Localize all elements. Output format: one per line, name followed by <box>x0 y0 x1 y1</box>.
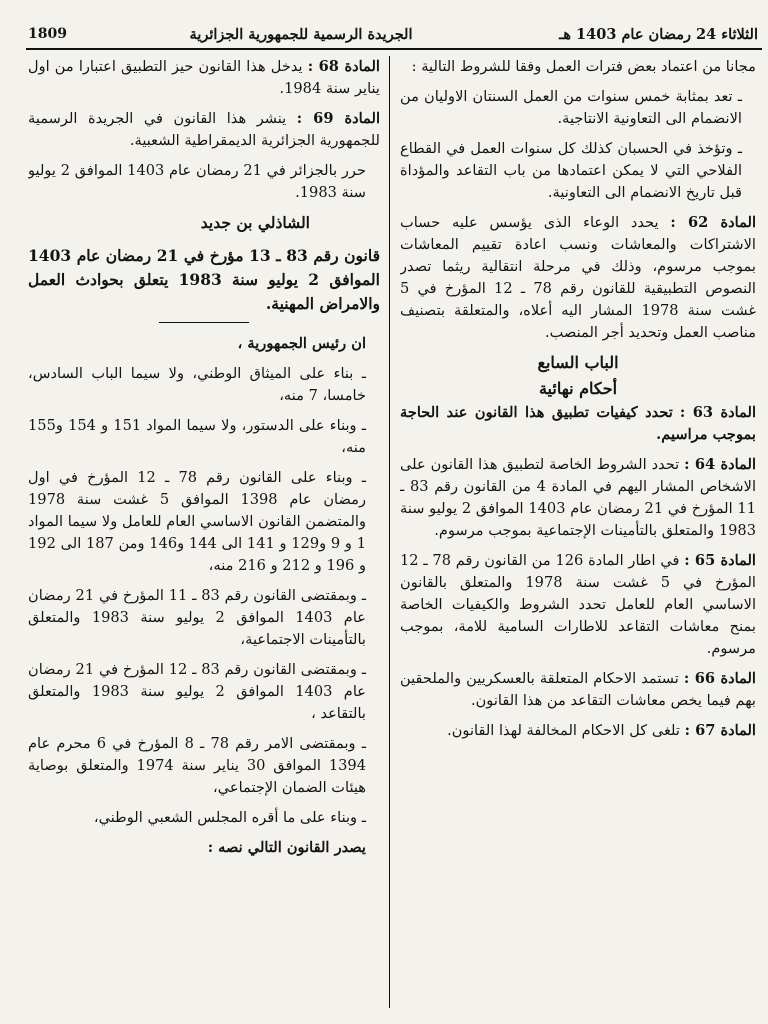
visa-item: ـ وبمقتضى القانون رقم 83 ـ 11 المؤرخ في 21 رمضان عام 1403 الموافق 2 يوليو سنة 1983 والمتعلق بالتأمينات الاجتماعية، <box>28 587 366 648</box>
article-label: المادة 63 : <box>679 404 756 421</box>
article-text: تحدد الشروط الخاصة لتطبيق هذا القانون على الاشخاص المشار اليهم في المادة 4 من القانون رقم 83 ـ 11 المؤرخ في 21 رمضان عام 1403 الموافق 2 يوليو سنة 1983 والمتعلق بالتأمينات الإجتماعية بموجب مرسوم. <box>400 456 756 539</box>
article-67 <box>400 720 756 742</box>
article-63 <box>400 402 756 446</box>
article-text: يدخل هذا القانون حيز التطبيق اعتبارا من اول يناير سنة 1984. <box>28 58 380 97</box>
article-text: في اطار المادة 126 من القانون رقم 78 ـ 12 المؤرخ في 5 غشت سنة 1978 والمتعلق بالقانون الاساسي العام للعامل تحدد الشروط والكيفيات الخاصة بمنح معاشات التقاعد للاطارات السامية للامة، بموجب مرسوم. <box>400 552 756 657</box>
article-label: المادة 69 : <box>296 110 380 127</box>
article-text: ينشر هذا القانون في الجريدة الرسمية للجمهورية الجزائرية الديمقراطية الشعبية. <box>28 110 380 149</box>
visa-item: ـ وبناء على ما أقره المجلس الشعبي الوطني، <box>93 809 366 826</box>
article-label: المادة 64 : <box>684 456 756 473</box>
article-69 <box>28 108 380 152</box>
visa-item: ـ وبمقتضى القانون رقم 83 ـ 12 المؤرخ في 21 رمضان عام 1403 الموافق 2 يوليو سنة 1983 والمتعلق بالتقاعد ، <box>28 661 366 722</box>
article-62 <box>400 212 756 344</box>
header-date: الثلاثاء 24 رمضان عام 1403 هـ <box>559 25 758 43</box>
left-column <box>28 56 380 1016</box>
chapter-subtitle: أحكام نهائية <box>538 379 618 398</box>
column-divider <box>389 56 390 1008</box>
visa-item: ـ وبناء على الدستور، ولا سيما المواد 151 و 154 و155 منه، <box>28 417 367 456</box>
article-text: تستمد الاحكام المتعلقة بالعسكريين والملحقين بهم فيما يخص معاشات التقاعد من هذا القانون. <box>400 670 756 709</box>
visa-item: ـ وبناء على القانون رقم 78 ـ 12 المؤرخ في اول رمضان عام 1398 الموافق 5 غشت سنة 1978 والمتضمن القانون الاساسي العام للعامل ولا سيما المواد 1 و 9 و129 و 141 الى 144 و146 ومن 187 الى 192 و 196 و 212 و 216 منه، <box>28 469 366 574</box>
visa-item: ـ وبمقتضى الامر رقم 78 ـ 8 المؤرخ في 6 محرم عام 1394 الموافق 30 يناير سنة 1974 والمتعلق بوصاية هيئات الضمان الإجتماعي، <box>28 735 366 796</box>
visa-item: ـ بناء على الميثاق الوطني، ولا سيما الباب السادس، خامسا، 7 منه، <box>28 365 366 404</box>
president-line: ان رئيس الجمهورية ، <box>237 335 366 352</box>
article-label: المادة 68 : <box>307 58 380 75</box>
signature: الشاذلي بن جديد <box>200 213 310 232</box>
article-text: يحدد الوعاء الذى يؤسس عليه حساب الاشتراكات والمعاشات ونسب اعادة تقييم المعاشات بموجب مرسوم، وذلك في مرحلة انتقالية ريثما تصدر النصوص التطبيقية للقانون رقم 78 ـ 12 المؤرخ في 5 غشت سنة 1978 المشار اليه أعلاه، والمتعلقة بتصنيف مناصب العمل وتحديد أجر المنصب. <box>400 214 756 341</box>
divider <box>159 322 249 323</box>
page-header <box>28 20 758 48</box>
article-label: المادة 65 : <box>684 552 756 569</box>
article-66 <box>400 668 756 712</box>
place-date: حرر بالجزائر في 21 رمضان عام 1403 الموافق 2 يوليو سنة 1983. <box>28 162 366 201</box>
article-label: المادة 66 : <box>683 670 756 687</box>
law-title: قانون رقم 83 ـ 13 مؤرخ في 21 رمضان عام 1403 الموافق 2 يوليو سنة 1983 يتعلق بحوادث العمل والامراض المهنية. <box>28 246 380 313</box>
paragraph: مجانا من اعتماد بعض فترات العمل وفقا للشروط التالية : <box>411 58 756 75</box>
article-64 <box>400 454 756 542</box>
promulgation: يصدر القانون التالي نصه : <box>207 839 366 856</box>
right-column <box>400 56 756 1016</box>
gazette-title: الجريدة الرسمية للجمهورية الجزائرية <box>189 25 413 43</box>
paragraph: ـ تعد بمثابة خمس سنوات من العمل السنتان الاوليان من الانضمام الى التعاونية الانتاجية. <box>400 88 742 127</box>
article-label: المادة 67 : <box>684 722 756 739</box>
paragraph: ـ وتؤخذ في الحسبان كذلك كل سنوات العمل في القطاع الفلاحي التي لا يمكن اعتمادها من باب التقاعد والمؤداة قبل تاريخ الانضمام الى التعاونية. <box>400 140 742 201</box>
article-65 <box>400 550 756 660</box>
article-68 <box>28 56 380 100</box>
article-label: المادة 62 : <box>670 214 756 231</box>
article-text: تحدد كيفيات تطبيق هذا القانون عند الحاجة بموجب مراسيم. <box>400 404 756 443</box>
header-rule <box>26 48 762 50</box>
page-number: 1809 <box>28 26 67 42</box>
chapter-title: الباب السابع <box>537 353 619 372</box>
article-text: تلغى كل الاحكام المخالفة لهذا القانون. <box>447 722 680 739</box>
